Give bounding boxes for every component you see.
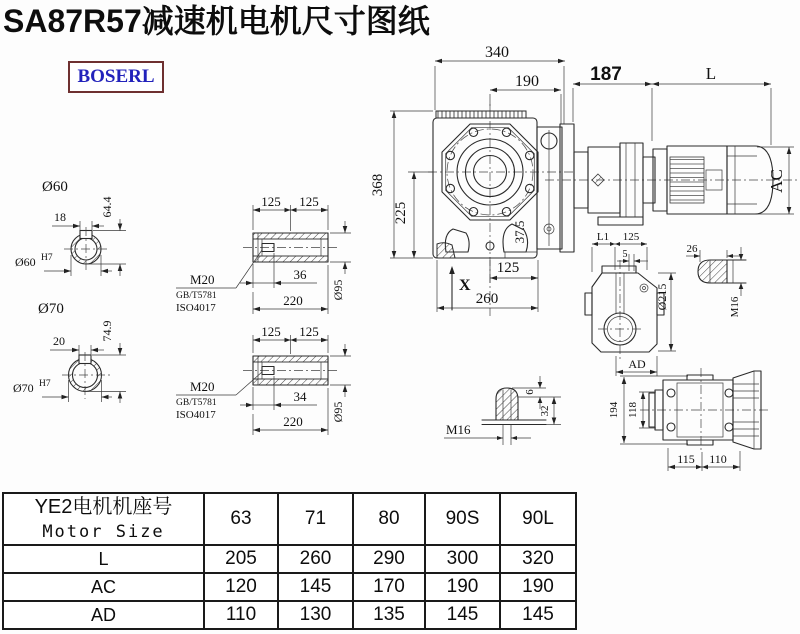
dim-L1: L1 — [596, 231, 610, 243]
dim-hs2-125b: 125 — [299, 324, 319, 339]
dim-hs2-125a: 125 — [261, 324, 281, 339]
header-motor-size — [3, 493, 204, 545]
boserl-logo-text: BOSERL — [77, 66, 155, 87]
dim-32: 32 — [539, 405, 551, 417]
gearbox-side-view — [585, 231, 676, 376]
table-row-AD — [3, 601, 576, 629]
dim-20: 20 — [53, 334, 65, 348]
size-col-90l: 90L — [500, 493, 576, 545]
dim-hs1-d95: Ø95 — [331, 279, 345, 301]
page-title: SA87R57减速机电机尺寸图纸 — [3, 3, 430, 39]
L-80: 290 — [353, 545, 425, 573]
mark-x: X — [459, 277, 471, 294]
AD-63: 110 — [204, 601, 278, 629]
row-label-AC: AC — [3, 573, 204, 601]
gearbox-front-view — [428, 104, 574, 316]
L-90l: 320 — [500, 545, 576, 573]
row-label-AD: AD — [3, 601, 204, 629]
key-detail-m16-bottom — [444, 376, 561, 445]
AD-80: 135 — [353, 601, 425, 629]
gearbox-front-dimensions — [370, 44, 565, 312]
dim-L: L — [705, 64, 717, 83]
dim-368: 368 — [370, 173, 386, 197]
dim-hs1-220: 220 — [283, 293, 303, 308]
L-71: 260 — [278, 545, 353, 573]
dim-d70-bore: Ø70 — [13, 381, 34, 395]
AD-90l: 145 — [500, 601, 576, 629]
size-col-80: 80 — [353, 493, 425, 545]
header-motor-size-en: Motor Size — [42, 522, 165, 542]
gearbox-rear-view — [608, 368, 770, 471]
dim-hs1-36: 36 — [293, 267, 307, 282]
size-col-63: 63 — [204, 493, 278, 545]
shaft-section-70 — [13, 301, 126, 403]
dim-d60-bore: Ø60 — [15, 255, 36, 269]
dim-110: 110 — [709, 452, 727, 466]
dim-d70-fit: H7 — [39, 379, 51, 389]
dim-26: 26 — [686, 243, 698, 255]
motor-size-table — [2, 492, 577, 630]
hollow-shaft-detail-2 — [240, 324, 351, 435]
shaft-section-60 — [15, 179, 126, 276]
dim-194: 194 — [608, 401, 620, 419]
dim-foot-37-5: 37.5 — [512, 220, 527, 244]
dim-m16-right: M16 — [729, 296, 741, 318]
dim-115: 115 — [677, 452, 695, 466]
AC-80: 170 — [353, 573, 425, 601]
L-90s: 300 — [425, 545, 500, 573]
AC-71: 145 — [278, 573, 353, 601]
dim-AD: AD — [628, 357, 646, 371]
dim-hs2-220: 220 — [283, 414, 303, 429]
dim-hs1-125a: 125 — [261, 194, 281, 209]
row-label-L: L — [3, 545, 204, 573]
dim-74-9: 74.9 — [100, 320, 114, 342]
fastener-callout-2 — [176, 372, 262, 421]
table-header-row — [3, 493, 576, 545]
AD-71: 130 — [278, 601, 353, 629]
label-gb-1: GB/T5781 — [176, 291, 217, 301]
size-col-90s: 90S — [425, 493, 500, 545]
dim-hs1-125b: 125 — [299, 194, 319, 209]
AC-90s: 190 — [425, 573, 500, 601]
label-d60: Ø60 — [42, 179, 68, 195]
dim-260: 260 — [475, 291, 499, 307]
dim-d215: Ø215 — [655, 283, 669, 311]
dim-125-bottom: 125 — [496, 260, 520, 276]
dim-18: 18 — [54, 210, 66, 224]
label-m20-2: M20 — [190, 379, 215, 394]
hollow-shaft-detail-1 — [240, 194, 351, 314]
dim-340: 340 — [485, 44, 509, 61]
dim-64-4: 64.4 — [100, 196, 114, 218]
AC-63: 120 — [204, 573, 278, 601]
label-gb-2: GB/T5781 — [176, 398, 217, 408]
motor-side-view — [545, 124, 797, 252]
label-m20-1: M20 — [190, 272, 215, 287]
dim-hs2-34: 34 — [293, 389, 307, 404]
dim-118: 118 — [627, 401, 639, 419]
table-row-AC — [3, 573, 576, 601]
dim-187: 187 — [590, 64, 622, 85]
label-d70: Ø70 — [38, 301, 64, 317]
label-iso-1: ISO4017 — [176, 302, 216, 314]
dim-m16-bottom: M16 — [446, 422, 471, 437]
size-col-71: 71 — [278, 493, 353, 545]
dim-5: 5 — [622, 249, 628, 260]
dim-190: 190 — [515, 73, 539, 90]
L-63: 205 — [204, 545, 278, 573]
AD-90s: 145 — [425, 601, 500, 629]
label-iso-2: ISO4017 — [176, 409, 216, 421]
dim-225: 225 — [393, 201, 409, 225]
dim-d60-fit: H7 — [41, 253, 53, 263]
dim-hs2-d95: Ø95 — [331, 401, 345, 423]
key-detail-m16-right — [686, 243, 746, 317]
dim-AC: AC — [767, 169, 786, 193]
AC-90l: 190 — [500, 573, 576, 601]
dim-6: 6 — [524, 389, 536, 395]
table-row-L — [3, 545, 576, 573]
dim-side-125: 125 — [622, 231, 640, 243]
header-motor-size-cn: YE2电机机座号 — [34, 496, 173, 518]
